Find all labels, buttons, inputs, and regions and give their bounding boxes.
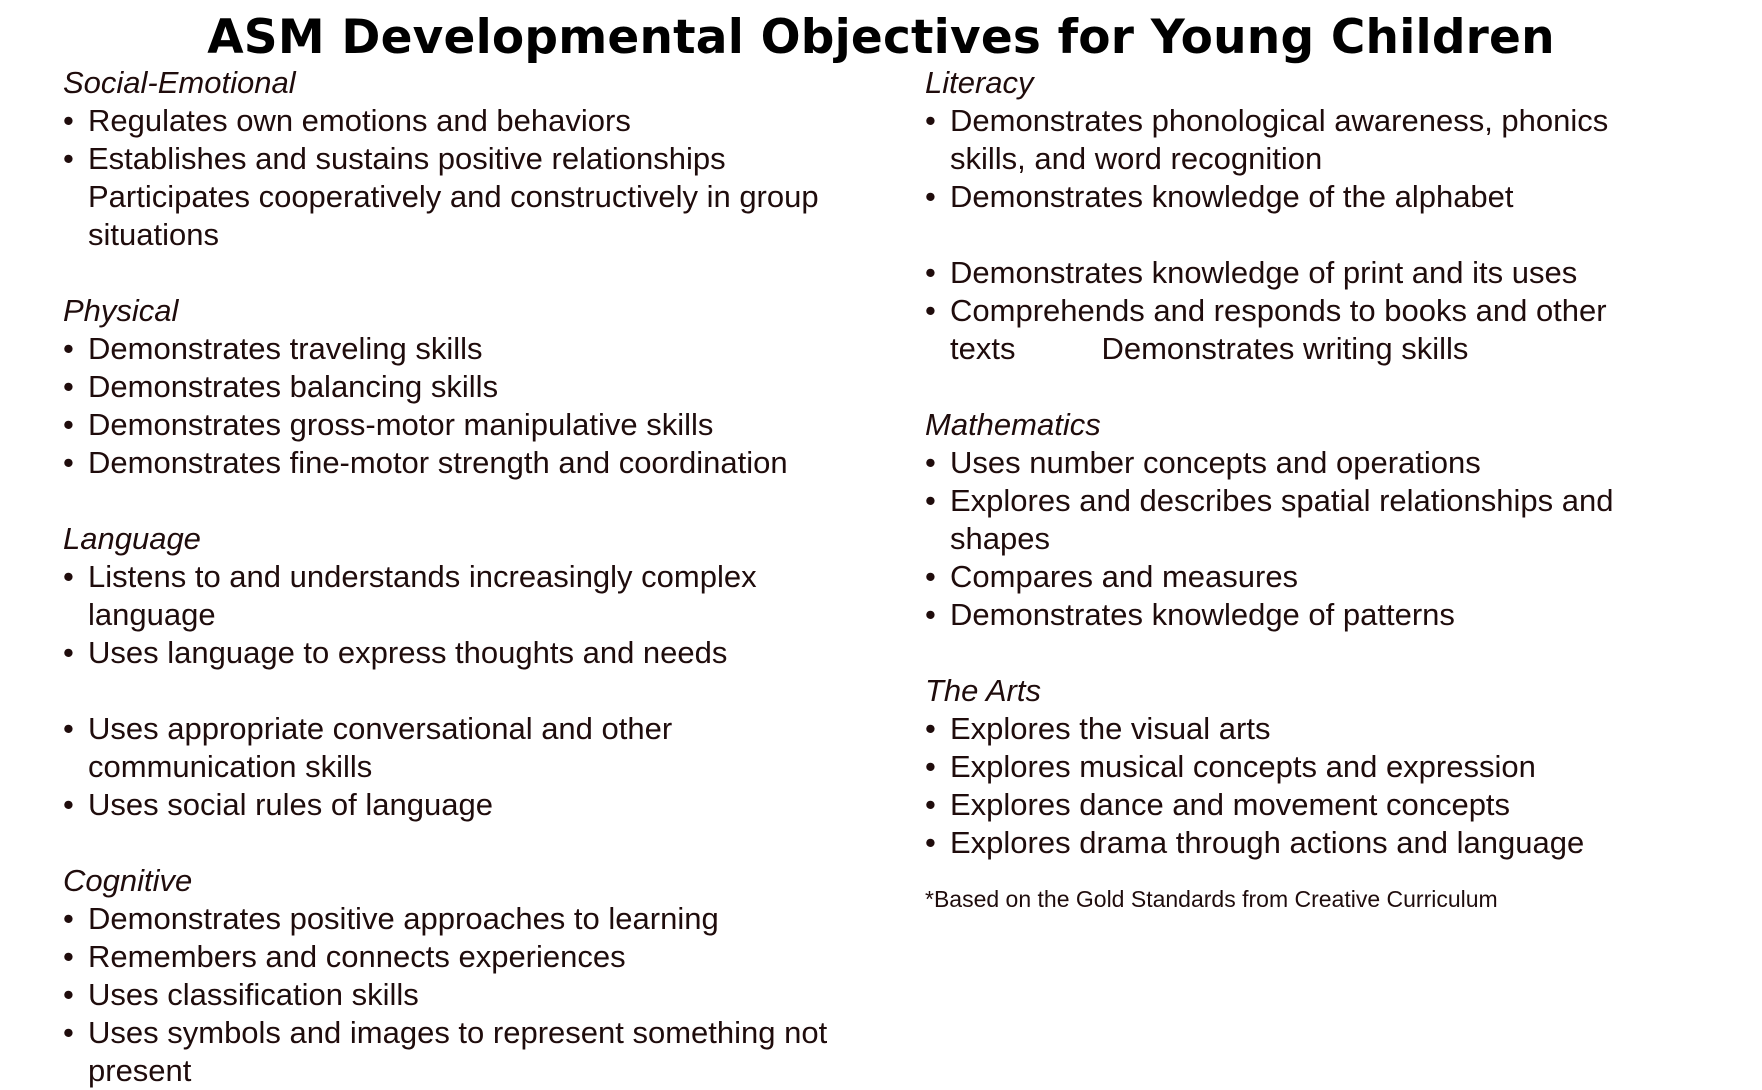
- section-heading: Physical: [63, 293, 179, 328]
- list-item: [63, 102, 853, 140]
- item-text: Demonstrates knowledge of patterns: [950, 597, 1455, 632]
- item-text: Explores musical concepts and expression: [950, 749, 1536, 784]
- section-mathematics: [925, 406, 1725, 634]
- bullet-icon: •: [925, 103, 936, 138]
- item-text: Uses social rules of language: [88, 787, 493, 822]
- list-item: [925, 710, 1725, 748]
- bullet-icon: •: [63, 369, 74, 404]
- objective-list: [63, 102, 853, 178]
- bullet-icon: •: [63, 445, 74, 480]
- footnote: *Based on the Gold Standards from Creative Curriculum: [925, 886, 1498, 912]
- item-text: Explores drama through actions and language: [950, 825, 1585, 860]
- item-text: Demonstrates balancing skills: [88, 369, 499, 404]
- item-text: Regulates own emotions and behaviors: [88, 103, 631, 138]
- section-heading: The Arts: [925, 673, 1041, 708]
- bullet-icon: •: [925, 293, 936, 328]
- objective-list: [925, 444, 1725, 634]
- item-text: Establishes and sustains positive relationships: [88, 141, 726, 176]
- item-text: Remembers and connects experiences: [88, 939, 626, 974]
- bullet-icon: •: [925, 445, 936, 480]
- list-item: [63, 900, 853, 938]
- objective-list: [925, 710, 1725, 862]
- objective-list: [925, 254, 1725, 368]
- bullet-icon: •: [63, 407, 74, 442]
- list-item: [63, 368, 853, 406]
- bullet-icon: •: [925, 711, 936, 746]
- item-text: Uses symbols and images to represent something not present: [88, 1015, 828, 1088]
- item-text: Demonstrates knowledge of print and its uses: [950, 255, 1578, 290]
- list-item: [925, 292, 1660, 368]
- item-text: Demonstrates positive approaches to learning: [88, 901, 719, 936]
- bullet-icon: •: [63, 141, 74, 176]
- section-social-emotional: [63, 64, 853, 254]
- bullet-icon: •: [63, 711, 74, 746]
- page-title: ASM Developmental Objectives for Young Children: [207, 10, 1555, 65]
- item-text: Compares and measures: [950, 559, 1299, 594]
- bullet-icon: •: [925, 597, 936, 632]
- right-column: [925, 64, 1725, 914]
- list-item: [925, 254, 1725, 292]
- list-item: [63, 330, 853, 368]
- list-item: [63, 558, 808, 634]
- section-heading: Mathematics: [925, 407, 1101, 442]
- bullet-icon: •: [63, 331, 74, 366]
- left-column: [63, 64, 853, 1090]
- objective-list: [925, 102, 1725, 216]
- item-text: Comprehends and responds to books and other texts: [950, 293, 1607, 366]
- objective-list: [63, 558, 853, 672]
- list-item: [63, 786, 853, 824]
- objective-list: [63, 900, 853, 1090]
- section-cognitive: [63, 862, 853, 1090]
- bullet-icon: •: [63, 103, 74, 138]
- list-item: [63, 710, 748, 786]
- bullet-icon: •: [63, 977, 74, 1012]
- bullet-icon: •: [925, 559, 936, 594]
- bullet-icon: •: [925, 787, 936, 822]
- list-item: [925, 558, 1725, 596]
- bullet-icon: •: [63, 787, 74, 822]
- list-item: [63, 938, 853, 976]
- item-text: Explores dance and movement concepts: [950, 787, 1511, 822]
- item-text: Explores the visual arts: [950, 711, 1271, 746]
- list-item: [925, 596, 1725, 634]
- bullet-icon: •: [63, 1015, 74, 1050]
- item-text: Uses language to express thoughts and needs: [88, 635, 728, 670]
- section-heading: Social-Emotional: [63, 65, 296, 100]
- list-item: [925, 786, 1725, 824]
- item-text: Uses number concepts and operations: [950, 445, 1481, 480]
- item-text: Demonstrates traveling skills: [88, 331, 483, 366]
- section-language: [63, 520, 853, 824]
- section-heading: Cognitive: [63, 863, 193, 898]
- section-heading: Literacy: [925, 65, 1034, 100]
- objective-list: [63, 330, 853, 482]
- list-item: [63, 634, 853, 672]
- bullet-icon: •: [925, 179, 936, 214]
- item-text: Demonstrates phonological awareness, phonics skills, and word recognition: [950, 103, 1609, 176]
- list-item: [925, 444, 1725, 482]
- list-item: [63, 976, 853, 1014]
- item-text-extra: Demonstrates writing skills: [1101, 331, 1469, 366]
- bullet-icon: •: [925, 825, 936, 860]
- section-literacy: [925, 64, 1725, 368]
- bullet-icon: •: [63, 939, 74, 974]
- item-text: Uses classification skills: [88, 977, 419, 1012]
- section-heading: Language: [63, 521, 201, 556]
- list-item: [925, 482, 1665, 558]
- item-text-continuation: Participates cooperatively and constructively in group situations: [88, 179, 819, 252]
- list-item: [63, 444, 853, 482]
- item-text: Listens to and understands increasingly complex language: [88, 559, 757, 632]
- bullet-icon: •: [63, 901, 74, 936]
- bullet-icon: •: [63, 559, 74, 594]
- item-text: Explores and describes spatial relationships and shapes: [950, 483, 1614, 556]
- list-item: [63, 140, 853, 178]
- list-item: [925, 102, 1660, 178]
- bullet-icon: •: [925, 255, 936, 290]
- list-item: [63, 1014, 848, 1090]
- list-item: [925, 748, 1725, 786]
- item-text: Uses appropriate conversational and other communication skills: [88, 711, 673, 784]
- bullet-icon: •: [925, 483, 936, 518]
- objective-list: [63, 710, 853, 824]
- bullet-icon: •: [925, 749, 936, 784]
- list-item: [925, 824, 1725, 862]
- list-item: [63, 406, 853, 444]
- list-item: [925, 178, 1725, 216]
- item-text: Demonstrates gross-motor manipulative skills: [88, 407, 714, 442]
- item-text: Demonstrates fine-motor strength and coordination: [88, 445, 788, 480]
- section-the-arts: [925, 672, 1725, 862]
- item-text: Demonstrates knowledge of the alphabet: [950, 179, 1514, 214]
- bullet-icon: •: [63, 635, 74, 670]
- section-physical: [63, 292, 853, 482]
